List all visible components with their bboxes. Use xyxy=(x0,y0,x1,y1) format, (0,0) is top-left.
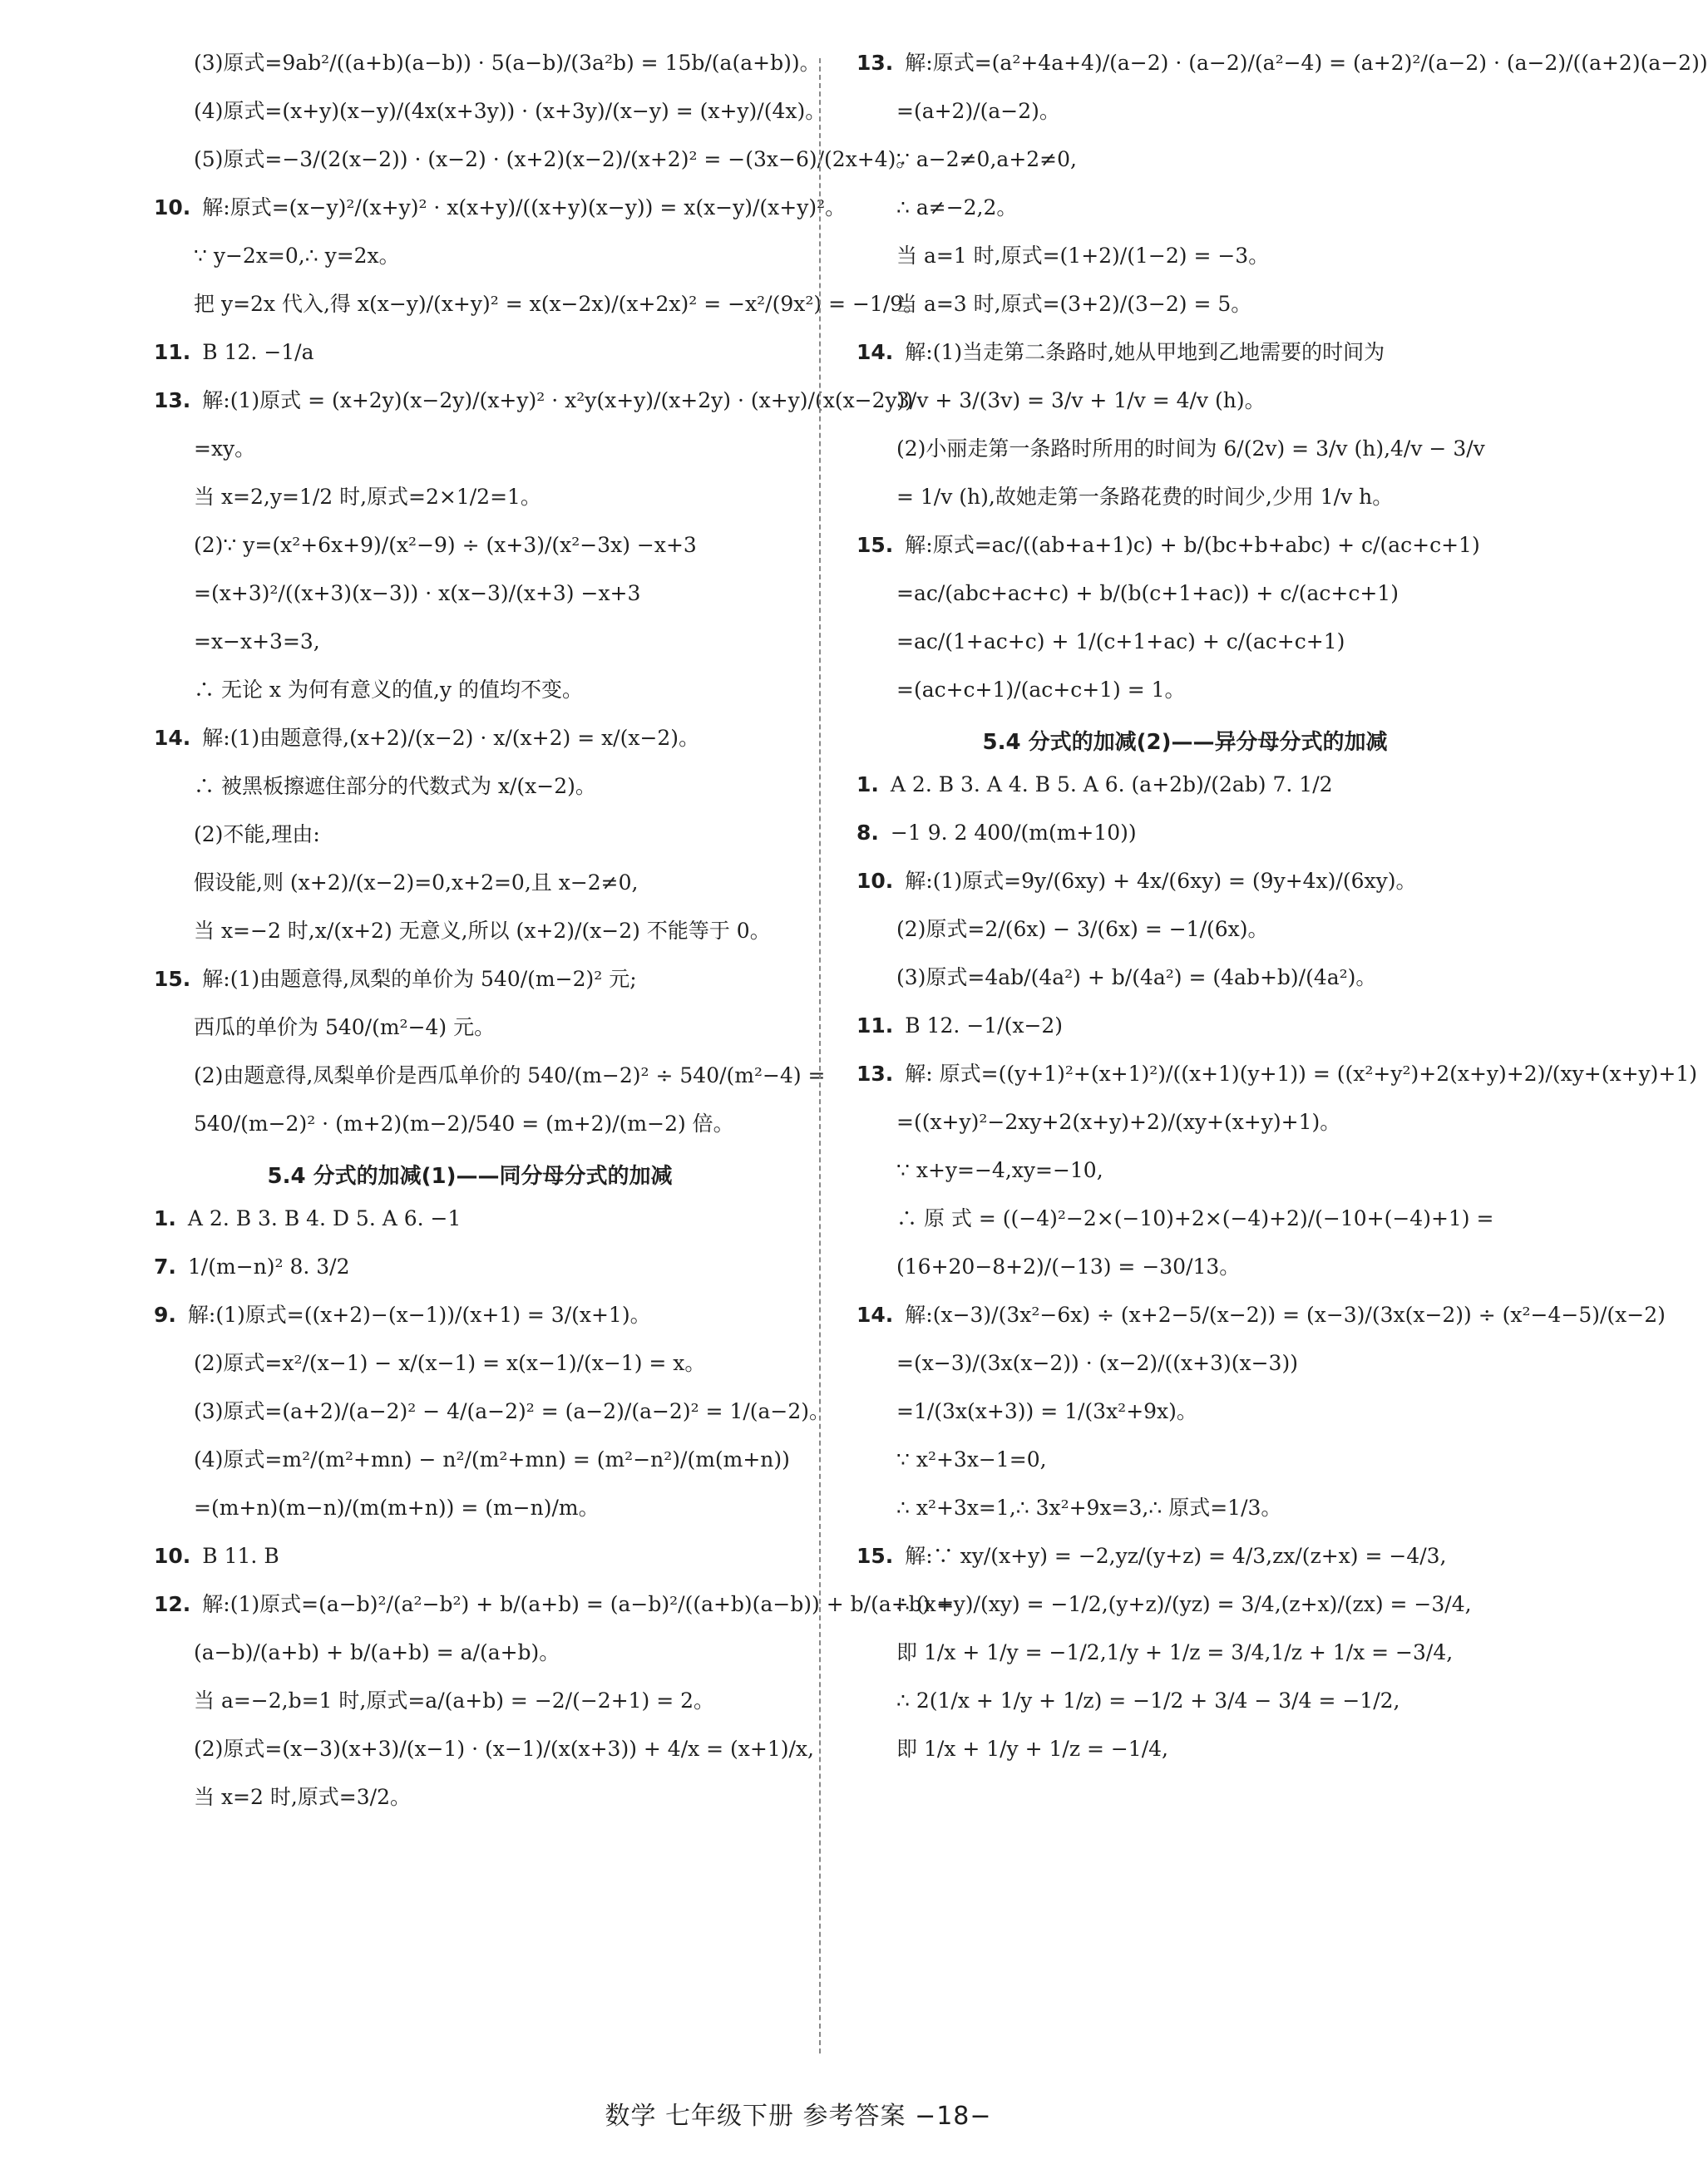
column-divider xyxy=(819,58,821,2053)
answer-line xyxy=(154,821,786,858)
answer-line xyxy=(154,1350,786,1387)
answer-text: ∵ a−2≠0,a+2≠0, xyxy=(896,147,1077,171)
answer-text: ∵ x²+3x−1=0, xyxy=(896,1447,1047,1472)
answer-text: 解: 原式=((y+1)²+(x+1)²)/((x+1)(y+1)) = ((x²+y²)+2(x+y)+2)/(xy+(x+y)+1) xyxy=(905,1062,1698,1086)
answer-text: ∵ x+y=−4,xy=−10, xyxy=(896,1158,1103,1182)
answer-text: (2)∵ y=(x²+6x+9)/(x²−9) ÷ (x+3)/(x²−3x) −x+3 xyxy=(194,533,697,557)
answer-text: 解:(x−3)/(3x²−6x) ÷ (x+2−5/(x−2)) = (x−3)/(3x(x−2)) ÷ (x²−4−5)/(x−2) xyxy=(905,1303,1666,1327)
answer-line xyxy=(154,339,786,376)
answer-text: ∴ 2(1/x + 1/y + 1/z) = −1/2 + 3/4 − 3/4 = −1/2, xyxy=(896,1689,1400,1713)
question-number: 13. xyxy=(154,388,191,412)
answer-line xyxy=(856,964,1513,1001)
answer-line xyxy=(154,870,786,906)
answer-line xyxy=(154,1688,786,1724)
answer-text: (4)原式=(x+y)(x−y)/(4x(x+3y)) · (x+3y)/(x−y) = (x+y)/(4x)。 xyxy=(194,99,827,123)
answer-line xyxy=(856,1447,1513,1483)
answer-line xyxy=(154,725,786,762)
answer-text: ∴ (x+y)/(xy) = −1/2,(y+z)/(yz) = 3/4,(z+x)/(zx) = −3/4, xyxy=(896,1592,1472,1616)
section-heading: 5.4 分式的加减(2)——异分母分式的加减 xyxy=(982,730,1388,755)
answer-line xyxy=(154,50,821,86)
answer-line xyxy=(856,291,1513,328)
answer-line xyxy=(856,484,1513,520)
answer-text: =(a+2)/(a−2)。 xyxy=(896,99,1060,123)
answer-line xyxy=(856,1013,1513,1049)
answer-text: 解:(1)当走第二条路时,她从甲地到乙地需要的时间为 xyxy=(905,340,1385,364)
answer-text: 540/(m−2)² · (m+2)(m−2)/540 = (m+2)/(m−2) 倍。 xyxy=(194,1112,734,1136)
answer-text: ∴ 无论 x 为何有意义的值,y 的值均不变。 xyxy=(194,678,583,702)
answer-text: ∴ 被黑板擦遮住部分的代数式为 x/(x−2)。 xyxy=(194,774,596,798)
question-number: 14. xyxy=(856,1303,894,1327)
answer-text: (2)原式=2/(6x) − 3/(6x) = −1/(6x)。 xyxy=(896,917,1269,941)
answer-line xyxy=(154,1543,786,1580)
question-number: 1. xyxy=(856,772,879,796)
answer-line xyxy=(856,98,1513,135)
question-number: 15. xyxy=(856,1544,894,1568)
answer-text: 当 a=3 时,原式=(3+2)/(3−2) = 5。 xyxy=(896,292,1252,316)
answer-text: 当 x=−2 时,x/(x+2) 无意义,所以 (x+2)/(x−2) 不能等于 0。 xyxy=(194,919,771,943)
answer-line xyxy=(856,629,1513,665)
left-column xyxy=(154,50,955,1832)
answer-text: 当 a=−2,b=1 时,原式=a/(a+b) = −2/(−2+1) = 2。 xyxy=(194,1689,715,1713)
answer-line xyxy=(856,1205,1513,1242)
answer-line xyxy=(856,387,1513,424)
answer-line xyxy=(154,195,847,231)
right-column xyxy=(856,50,1708,1784)
answer-text: B 12. −1/(x−2) xyxy=(905,1013,1064,1038)
question-number: 7. xyxy=(154,1255,176,1279)
question-number: 10. xyxy=(154,195,191,219)
answer-line xyxy=(154,1784,786,1821)
answer-text: =xy。 xyxy=(194,436,256,461)
question-number: 14. xyxy=(856,340,894,364)
answer-text: ∴ x²+3x=1,∴ 3x²+9x=3,∴ 原式=1/3。 xyxy=(896,1496,1282,1520)
answer-text: 解:(1)原式=9y/(6xy) + 4x/(6xy) = (9y+4x)/(6xy)。 xyxy=(905,869,1417,893)
answer-line xyxy=(856,916,1513,953)
answer-line xyxy=(856,436,1513,472)
answer-text: =(x−3)/(3x(x−2)) · (x−2)/((x+3)(x−3)) xyxy=(896,1351,1298,1375)
answer-line xyxy=(856,1350,1513,1387)
answer-line xyxy=(154,1254,786,1290)
answer-text: (2)小丽走第一条路时所用的时间为 6/(2v) = 3/v (h),4/v − 3/v xyxy=(896,436,1485,461)
answer-text: 1/(m−n)² 8. 3/2 xyxy=(187,1255,350,1279)
answer-text: 解:原式=(a²+4a+4)/(a−2) · (a−2)/(a²−4) = (a+2)²/(a−2) · (a−2)/((a+2)(a−2)) xyxy=(905,51,1708,75)
answer-text: 解:(1)由题意得,凤梨的单价为 540/(m−2)² 元; xyxy=(202,967,637,991)
answer-text: A 2. B 3. A 4. B 5. A 6. (a+2b)/(2ab) 7. 1/2 xyxy=(890,772,1333,796)
answer-line xyxy=(856,580,1513,617)
answer-text: 即 1/x + 1/y + 1/z = −1/4, xyxy=(896,1737,1168,1761)
answer-text: =(ac+c+1)/(ac+c+1) = 1。 xyxy=(896,678,1186,702)
answer-text: 当 a=1 时,原式=(1+2)/(1−2) = −3。 xyxy=(896,244,1270,268)
answer-line xyxy=(154,1639,786,1676)
answer-line xyxy=(154,532,786,569)
answer-line xyxy=(856,1639,1513,1676)
answer-line xyxy=(154,1591,955,1628)
answer-text: (4)原式=m²/(m²+mn) − n²/(m²+mn) = (m²−n²)/(m(m+n)) xyxy=(194,1447,790,1472)
answer-line xyxy=(154,1736,814,1772)
answer-line xyxy=(856,820,1513,856)
answer-line xyxy=(856,1495,1513,1531)
answer-line xyxy=(856,1302,1666,1339)
answer-text: 3/v + 3/(3v) = 3/v + 1/v = 4/v (h)。 xyxy=(896,388,1266,412)
answer-text: (3)原式=9ab²/((a+b)(a−b)) · 5(a−b)/(3a²b) = 15b/(a(a+b))。 xyxy=(194,51,821,75)
section-heading: 5.4 分式的加减(1)——同分母分式的加减 xyxy=(267,1164,673,1189)
answer-line xyxy=(154,1014,786,1051)
answer-line xyxy=(856,195,1513,231)
answer-text: 当 x=2 时,原式=3/2。 xyxy=(194,1785,411,1809)
answer-text: 当 x=2,y=1/2 时,原式=2×1/2=1。 xyxy=(194,485,541,509)
answer-text: 解:原式=ac/((ab+a+1)c) + b/(bc+b+abc) + c/(ac+c+1) xyxy=(905,533,1480,557)
answer-line xyxy=(154,243,786,279)
answer-text: (2)不能,理由: xyxy=(194,822,320,846)
answer-text: (3)原式=4ab/(4a²) + b/(4a²) = (4ab+b)/(4a²)。 xyxy=(896,965,1377,989)
answer-text: 解:(1)原式 = (x+2y)(x−2y)/(x+y)² · x²y(x+y)/(x+2y) · (x+y)/(x(x−2y)) xyxy=(202,388,914,412)
answer-text: 把 y=2x 代入,得 x(x−y)/(x+y)² = x(x−2x)/(x+2x)² = −x²/(9x²) = −1/9。 xyxy=(194,292,925,316)
page-footer: 数学 七年级下册 参考答案 −18− xyxy=(605,2102,992,2131)
answer-line xyxy=(154,436,786,472)
answer-line xyxy=(856,1398,1513,1435)
answer-text: =ac/(1+ac+c) + 1/(c+1+ac) + c/(ac+c+1) xyxy=(896,629,1345,653)
answer-text: B 12. −1/a xyxy=(202,340,314,364)
answer-text: (a−b)/(a+b) + b/(a+b) = a/(a+b)。 xyxy=(194,1640,560,1664)
answer-line xyxy=(154,966,786,1003)
answer-line xyxy=(154,1205,786,1242)
answer-line xyxy=(154,1062,826,1099)
answer-line xyxy=(856,1109,1513,1146)
answer-text: 即 1/x + 1/y = −1/2,1/y + 1/z = 3/4,1/z + 1/x = −3/4, xyxy=(896,1640,1454,1664)
answer-text: 解:(1)原式=(a−b)²/(a²−b²) + b/(a+b) = (a−b)²/((a+b)(a−b)) + b/(a+b) = xyxy=(202,1592,955,1616)
answer-line xyxy=(154,918,786,954)
answer-text: 解:(1)由题意得,(x+2)/(x−2) · x/(x+2) = x/(x−2)。 xyxy=(202,726,700,750)
answer-line xyxy=(856,1061,1698,1097)
answer-text: A 2. B 3. B 4. D 5. A 6. −1 xyxy=(187,1206,462,1230)
answer-text: = 1/v (h),故她走第一条路花费的时间少,少用 1/v h。 xyxy=(896,485,1394,509)
answer-text: 假设能,则 (x+2)/(x−2)=0,x+2=0,且 x−2≠0, xyxy=(194,870,639,895)
answer-line xyxy=(154,1111,786,1147)
question-number: 13. xyxy=(856,1062,894,1086)
answer-text: B 11. B xyxy=(202,1544,279,1568)
answer-line xyxy=(154,677,786,713)
answer-line xyxy=(856,1543,1513,1580)
answer-text: ∵ y−2x=0,∴ y=2x。 xyxy=(194,244,400,268)
answer-text: −1 9. 2 400/(m(m+10)) xyxy=(890,821,1137,845)
answer-text: =(x+3)²/((x+3)(x−3)) · x(x−3)/(x+3) −x+3 xyxy=(194,581,641,605)
answer-text: =x−x+3=3, xyxy=(194,629,320,653)
answer-text: (3)原式=(a+2)/(a−2)² − 4/(a−2)² = (a−2)/(a−2)² = 1/(a−2)。 xyxy=(194,1399,831,1423)
answer-text: =((x+y)²−2xy+2(x+y)+2)/(xy+(x+y)+1)。 xyxy=(896,1110,1341,1134)
answer-line xyxy=(154,291,925,328)
answer-line xyxy=(154,98,827,135)
question-number: 12. xyxy=(154,1592,191,1616)
answer-text: 解:原式=(x−y)²/(x+y)² · x(x+y)/((x+y)(x−y)) = x(x−y)/(x+y)²。 xyxy=(202,195,847,219)
question-number: 11. xyxy=(856,1013,894,1038)
question-number: 10. xyxy=(154,1544,191,1568)
answer-text: 解:(1)原式=((x+2)−(x−1))/(x+1) = 3/(x+1)。 xyxy=(187,1303,651,1327)
answer-text: =ac/(abc+ac+c) + b/(b(c+1+ac)) + c/(ac+c+1) xyxy=(896,581,1399,605)
answer-line xyxy=(154,1495,786,1531)
question-number: 9. xyxy=(154,1303,176,1327)
answer-line xyxy=(856,532,1513,569)
answer-text: 解:∵ xy/(x+y) = −2,yz/(y+z) = 4/3,zx/(z+x) = −4/3, xyxy=(905,1544,1447,1568)
answer-line xyxy=(154,1302,786,1339)
answer-text: (5)原式=−3/(2(x−2)) · (x−2) · (x+2)(x−2)/(x+2)² = −(3x−6)/(2x+4)。 xyxy=(194,147,917,171)
answer-line xyxy=(856,243,1513,279)
answer-line xyxy=(154,484,786,520)
answer-line xyxy=(154,629,786,665)
question-number: 10. xyxy=(856,869,894,893)
question-number: 1. xyxy=(154,1206,176,1230)
answer-line xyxy=(856,772,1513,808)
answer-text: =(m+n)(m−n)/(m(m+n)) = (m−n)/m。 xyxy=(194,1496,600,1520)
question-number: 13. xyxy=(856,51,894,75)
answer-text: (2)原式=(x−3)(x+3)/(x−1) · (x−1)/(x(x+3)) + 4/x = (x+1)/x, xyxy=(194,1737,814,1761)
answer-text: ∴ a≠−2,2。 xyxy=(896,195,1018,219)
question-number: 8. xyxy=(856,821,879,845)
answer-line xyxy=(856,1688,1513,1724)
answer-line xyxy=(154,773,786,810)
answer-line xyxy=(856,1254,1513,1290)
answer-line xyxy=(856,1736,1513,1772)
answer-text: (2)由题意得,凤梨单价是西瓜单价的 540/(m−2)² ÷ 540/(m²−4) = xyxy=(194,1063,826,1087)
question-number: 15. xyxy=(154,967,191,991)
answer-text: ∴ 原 式 = ((−4)²−2×(−10)+2×(−4)+2)/(−10+(−4)+1) = xyxy=(896,1206,1494,1230)
answer-line xyxy=(856,868,1513,905)
answer-line xyxy=(154,387,914,424)
answer-line xyxy=(856,1157,1513,1194)
answer-text: (2)原式=x²/(x−1) − x/(x−1) = x(x−1)/(x−1) = x。 xyxy=(194,1351,706,1375)
answer-line xyxy=(154,580,786,617)
question-number: 11. xyxy=(154,340,191,364)
answer-line xyxy=(154,1398,831,1435)
answer-text: 西瓜的单价为 540/(m²−4) 元。 xyxy=(194,1015,496,1039)
answer-text: =1/(3x(x+3)) = 1/(3x²+9x)。 xyxy=(896,1399,1197,1423)
answer-text: (16+20−8+2)/(−13) = −30/13。 xyxy=(896,1255,1241,1279)
answer-line xyxy=(856,339,1513,376)
answer-line xyxy=(154,146,917,183)
question-number: 15. xyxy=(856,533,894,557)
answer-line xyxy=(856,50,1708,86)
answer-line xyxy=(856,677,1513,713)
answer-line xyxy=(154,1447,790,1483)
answer-line xyxy=(856,146,1513,183)
answer-line xyxy=(856,1591,1513,1628)
question-number: 14. xyxy=(154,726,191,750)
